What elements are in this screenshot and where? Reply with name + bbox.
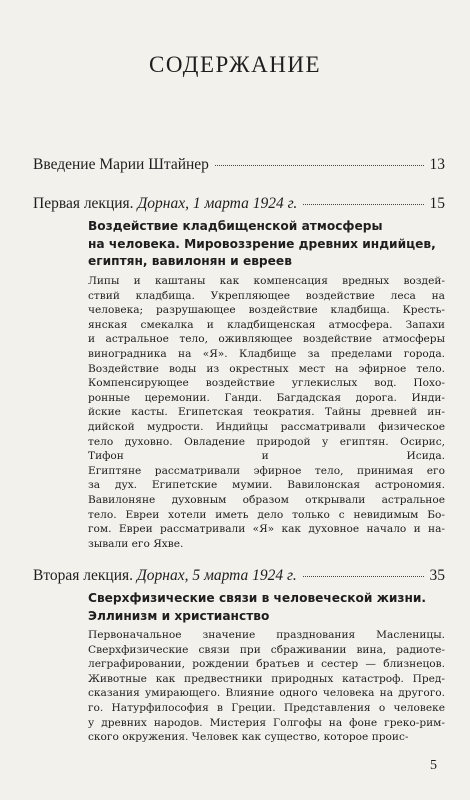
- dot-leader: [303, 575, 424, 577]
- summary-line: Первоначальное значение празднования Масленицы.: [88, 629, 445, 641]
- toc-entry-label: Вторая лекция.: [33, 567, 134, 584]
- dot-leader: [215, 164, 424, 166]
- summary-line: человека; разрушающее воздействие кладбища. Кресть-: [88, 304, 445, 317]
- summary-line: тело духовно. Овладение природой у египтян. Осирис,: [88, 435, 445, 448]
- summary-line: Воздействие воды из окрестных мест на эфирное тело.: [88, 362, 445, 375]
- toc-entry-label: Первая лекция.: [33, 195, 134, 212]
- summary-line: сказания умирающего. Влияние одного человека на другого.: [88, 687, 445, 700]
- toc-entry-page: 13: [429, 156, 445, 173]
- toc-entry-lecture-1[interactable]: [33, 195, 445, 213]
- toc-entry-lecture-2[interactable]: [33, 567, 445, 585]
- heading-line: Сверхфизические связи в человеческой жизни.: [88, 591, 427, 605]
- summary-line: ствий кладбища. Укрепляющее воздействие леса на: [88, 289, 445, 302]
- heading-line: на человека. Мировоззрение древних индийцев,: [88, 236, 436, 251]
- toc-entry-place: Дорнах, 1 марта 1924 г.: [137, 195, 298, 212]
- summary-line: у древних народов. Мистерия Голгофы на фоне греко-рим-: [88, 716, 445, 729]
- summary-line: тело. Евреи хотели иметь дело только с невидимым Бо-: [88, 508, 445, 521]
- lecture-1-summary: [88, 274, 445, 551]
- summary-line: за дух. Египетские мумии. Вавилонская астрономия.: [88, 479, 445, 492]
- summary-line: зывали его Яхве.: [88, 537, 184, 550]
- summary-line: ского окружения. Человек как существо, которое проис-: [88, 731, 409, 744]
- summary-line: виноградника на «Я». Кладбище за пределами города.: [88, 347, 445, 360]
- lecture-1-heading: [88, 218, 445, 271]
- toc-entry-page: 35: [429, 567, 445, 584]
- summary-line: и астральное тело, оживляющее воздействие атмосферы: [88, 333, 445, 346]
- toc-entry-page: 15: [429, 195, 445, 212]
- heading-line: Эллинизм и христианство: [88, 608, 270, 623]
- summary-line: Тифон и Исида.: [88, 450, 445, 463]
- toc-entry-introduction[interactable]: [33, 156, 445, 174]
- toc-entry-label: Введение Марии Штайнер: [33, 156, 209, 173]
- page-title: СОДЕРЖАНИЕ: [148, 52, 321, 77]
- summary-line: ронные церемонии. Ганди. Багдадская дорога. Инди-: [88, 391, 445, 404]
- summary-line: дийской мудрости. Индийцы рассматривали физическое: [88, 420, 445, 433]
- lecture-2-heading: [88, 590, 445, 625]
- summary-line: йские касты. Египетская теократия. Тайны древней ин-: [88, 406, 445, 419]
- summary-line: леграфировании, рождении братьев и сестер — близнецов.: [88, 658, 445, 671]
- dot-leader: [303, 203, 423, 205]
- page-number: 5: [430, 758, 437, 773]
- summary-line: Компенсирующее воздействие углекислых вод. Похо-: [88, 377, 445, 390]
- summary-line: Сверхфизические связи при сбраживании вина, радиоте-: [88, 643, 445, 656]
- summary-line: гом. Евреи рассматривали «Я» как духовное начало и на-: [88, 523, 445, 536]
- heading-line: Воздействие кладбищенской атмосферы: [88, 219, 383, 233]
- heading-line: египтян, вавилонян и евреев: [88, 254, 292, 268]
- summary-line: Липы и каштаны как компенсация вредных воздей-: [88, 275, 445, 287]
- summary-line: Животные как предвестники природных катастроф. Пред-: [88, 672, 445, 685]
- summary-line: Вавилоняне духовным образом открывали астральное: [88, 493, 445, 506]
- summary-line: янская смекалка и кладбищенская атмосфера. Запахи: [88, 318, 445, 331]
- summary-line: го. Натурфилософия в Греции. Представления о человеке: [88, 701, 445, 714]
- toc-entry-place: Дорнах, 5 марта 1924 г.: [136, 567, 297, 584]
- summary-line: Египтяне рассматривали эфирное тело, принимая его: [88, 464, 445, 477]
- lecture-2-summary: [88, 628, 445, 745]
